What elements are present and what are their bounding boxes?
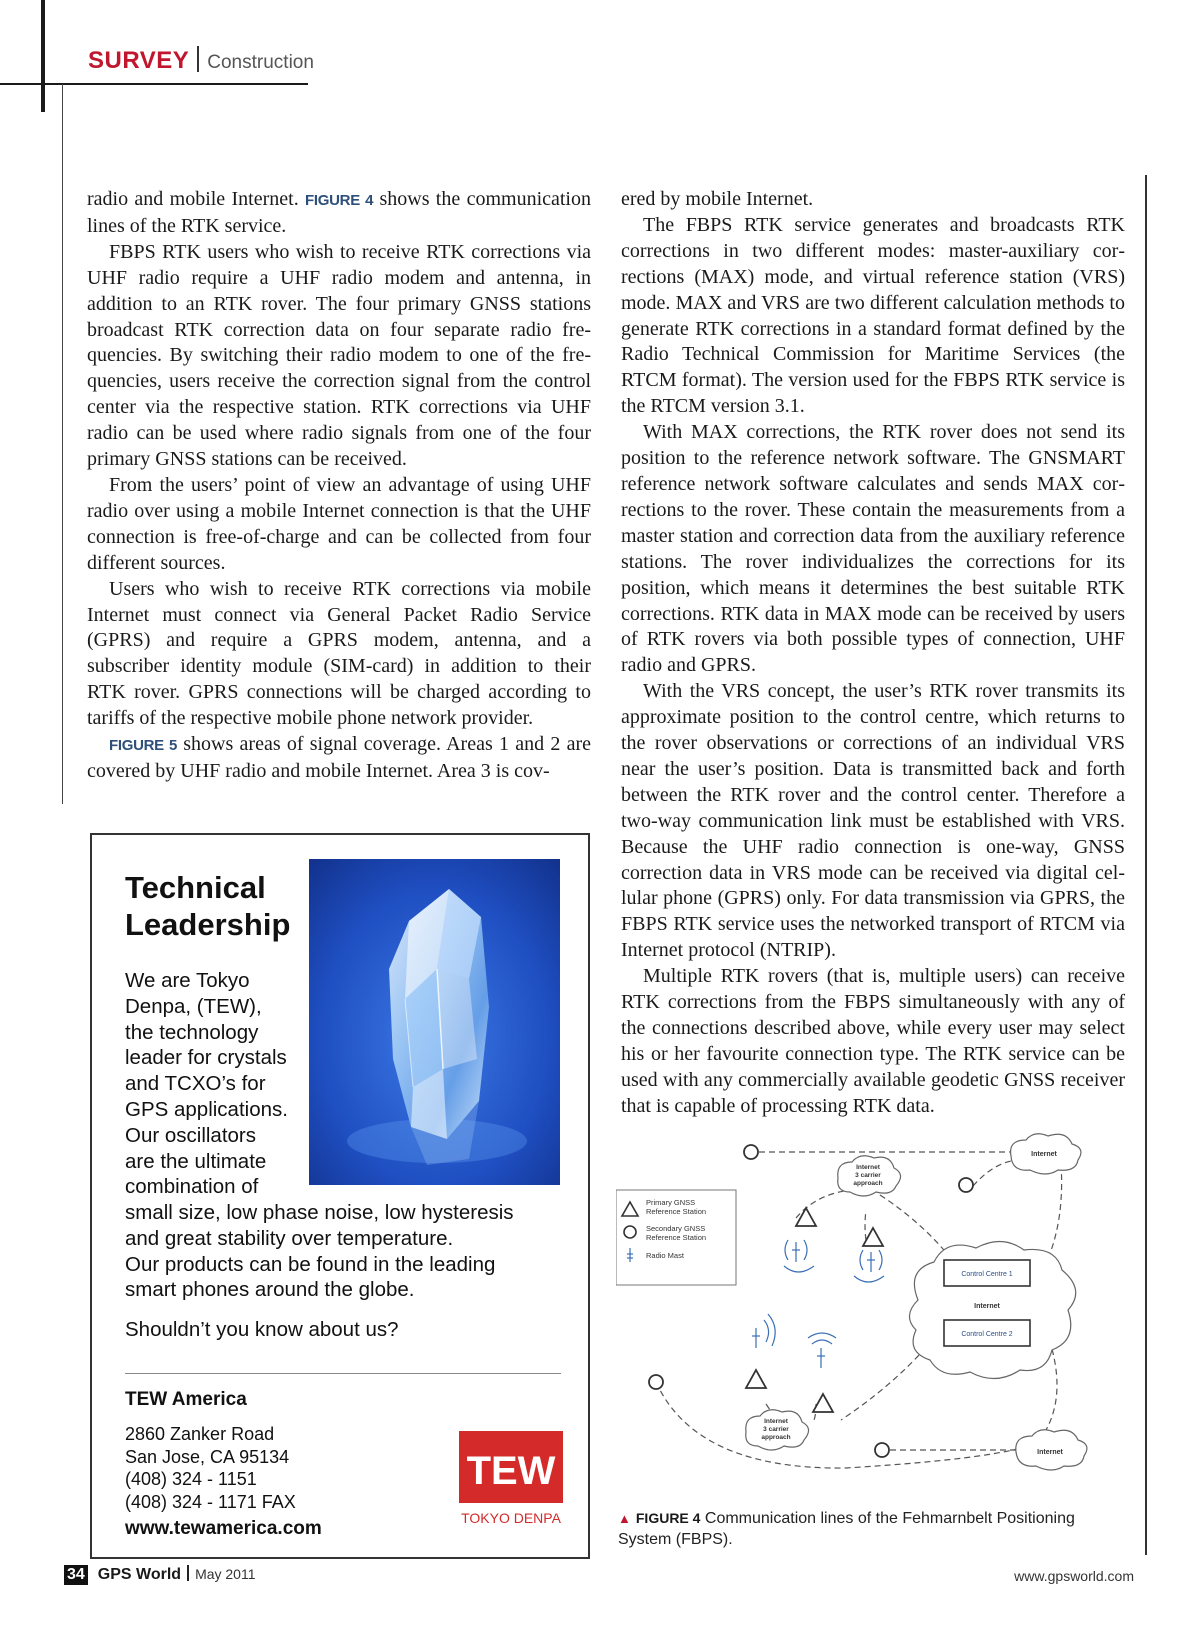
paragraph: With MAX corrections, the RTK rover does not send its position to the reference network software. The GNSMART reference network software calculates and sends MAX corrections to the rover. These contain the measurements from a master station and correction data from the auxiliary reference stations. The rover individualizes the corrections for its position, which means it determines the best suitable RTK corrections. RTK data in MAX mode can be received by users of RTK rovers via both possible types of connection, UHF radio and GPRS.: [621, 421, 1125, 677]
internet-label: Internet: [1031, 1151, 1057, 1158]
carrier-label: 3 carrier: [855, 1172, 881, 1179]
radio-mast-icon: [784, 1240, 814, 1272]
header-vertical-rule: [41, 0, 45, 112]
ad-text-line: smart phones around the globe.: [125, 1278, 415, 1302]
ad-address-line: San Jose, CA 95134: [125, 1446, 290, 1467]
primary-stations: [746, 1208, 883, 1412]
ad-address-line: (408) 324 - 1171 FAX: [125, 1491, 296, 1512]
paragraph: From the users’ point of view an advantage of using UHF radio over using a mobile Internet connection is that the UHF connection is free-of-charge and can be collected from four different sources.: [87, 473, 591, 574]
primary-station-icon: [813, 1394, 833, 1412]
ad-address: [125, 1423, 296, 1513]
text-run: shows areas of signal coverage. Areas 1 and 2 are covered by UHF radio and mobile Internet. Area 3 is cov-: [87, 733, 592, 782]
ad-website-link[interactable]: www.tewamerica.com: [125, 1518, 322, 1539]
section-title: SURVEY: [88, 47, 190, 74]
paragraph: Multiple RTK rovers (that is, multiple users) can receive RTK corrections from the FBPS simultaneously with any of the connections described above, while every user may select his or her favourite connection type. The RTK service can be used with any commercially available geodetic GNSS receiver that is capable of processing RTK data.: [621, 965, 1125, 1117]
internet-label: Internet: [974, 1303, 1000, 1310]
paragraph: The FBPS RTK service generates and broadcasts RTK corrections in two different modes: master-auxiliary corrections (MAX) mode, and virtual reference station (VRS) mode. MAX and VRS are two different calculation methods to generate RTK corrections in a standard format defined by the Radio Technical Commission for Maritime Services (the RTCM format). The version used for the FBPS RTK service is the RTCM version 3.1.: [621, 213, 1125, 418]
ad-headline-line: Leadership: [125, 907, 291, 942]
radio-masts: [752, 1240, 884, 1368]
control-centre-label: Control Centre 2: [961, 1331, 1013, 1338]
figure-4-diagram: [616, 1130, 1106, 1505]
legend-label: Radio Mast: [646, 1251, 684, 1260]
paragraph: ered by mobile Internet.: [621, 188, 814, 210]
secondary-station-icon: [959, 1178, 973, 1192]
ad-divider: [125, 1373, 561, 1374]
legend-label: Reference Station: [646, 1233, 707, 1242]
figure-4-caption: [618, 1508, 1098, 1550]
ad-text-line: Our products can be found in the leading: [125, 1252, 496, 1276]
ad-text-line: We are Tokyo: [125, 969, 250, 992]
communication-diagram: [616, 1130, 1106, 1505]
crystal-photo: [309, 859, 560, 1185]
secondary-station-icon: [624, 1226, 636, 1238]
radio-mast-icon: [808, 1333, 836, 1368]
carrier-label: Internet: [856, 1164, 880, 1171]
logo-text: TEW: [466, 1449, 556, 1493]
footer-separator: [187, 1565, 189, 1581]
legend-label: Primary GNSS: [646, 1198, 696, 1207]
legend-label: Secondary GNSS: [646, 1224, 706, 1233]
ad-text-line: small size, low phase noise, low hysteresis: [125, 1201, 514, 1224]
carrier-label: approach: [853, 1180, 883, 1187]
text-run: radio and mobile Internet.: [87, 188, 306, 210]
carrier-label: Internet: [764, 1418, 788, 1425]
ad-text-line: are the ultimate: [125, 1149, 267, 1173]
caption-triangle-icon: ▲: [618, 1511, 631, 1526]
ad-text-line: GPS applications.: [125, 1097, 288, 1121]
caption-text: Communication lines of the Fehmarnbelt Positioning System (FBPS).: [618, 1510, 1075, 1548]
text-run: shows the communication lines of the RTK service.: [87, 188, 591, 237]
right-margin-rule: [1145, 175, 1147, 1555]
control-centre-label: Control Centre 1: [961, 1271, 1013, 1278]
paragraph: With the VRS concept, the user’s RTK rover transmits its approximate position to the control centre, which returns to the rover observations or corrections of an individual VRS near the user’s position. Data is transmitted back and forth between the RTK rover and the control center. Therefore a two-way communication link must be established with VRS. Because the UHF radio connection is one-way, GNSS correction data in VRS mode can be received via digital cellular phone (GPRS) only. For data transmission via GPRS, the FBPS RTK service uses the networked transport of RTCM via Internet protocol (NTRIP).: [621, 680, 1125, 962]
ad-body-text: [125, 1200, 575, 1303]
ad-text-line: combination of: [125, 1175, 259, 1199]
figure-4-reference: FIGURE 4: [305, 192, 374, 209]
ad-text-line: Denpa, (TEW),: [125, 994, 262, 1018]
section-header: [88, 46, 314, 75]
internet-label: Internet: [1037, 1449, 1063, 1456]
crystal-image: [309, 859, 560, 1185]
ad-company-name: TEW America: [125, 1389, 247, 1410]
header-separator: [197, 46, 199, 72]
ad-text-line: and TCXO’s for: [125, 1072, 266, 1096]
tew-logo-mark: [459, 1431, 563, 1531]
paragraph: [87, 187, 591, 240]
footer-left: [64, 1565, 256, 1585]
ad-headline-line: Technical: [125, 870, 266, 905]
ad-intro-text: [125, 968, 307, 1200]
primary-station-icon: [796, 1208, 816, 1226]
tokyo-denpa-logo: [459, 1431, 563, 1531]
ad-headline: [125, 869, 290, 943]
ad-text-line: the technology: [125, 1020, 259, 1044]
secondary-station-icon: [649, 1375, 663, 1389]
ad-text-line: and great stability over temperature.: [125, 1226, 454, 1250]
tew-advertisement: [90, 833, 590, 1559]
secondary-station-icon: [875, 1443, 889, 1457]
ad-text-line: Our oscillators: [125, 1123, 257, 1147]
legend-label: Reference Station: [646, 1207, 707, 1216]
radio-mast-icon: [854, 1250, 884, 1282]
publication-name: GPS World: [97, 1566, 182, 1583]
ad-address-line: 2860 Zanker Road: [125, 1424, 275, 1444]
paragraph: [87, 732, 591, 785]
header-horizontal-rule: [0, 83, 308, 85]
page-number: 34: [64, 1565, 88, 1585]
radio-mast-icon: [752, 1314, 775, 1348]
left-margin-rule: [62, 84, 63, 804]
carrier-label: approach: [761, 1434, 791, 1441]
ad-question: Shouldn’t you know about us?: [125, 1318, 399, 1341]
paragraph: Users who wish to receive RTK corrections via mobile Internet must connect via General Packet Radio Service (GPRS) and require a GPRS modem, antenna, and a subscriber identity module (SIM-card) in addition to their RTK rover. GPRS connections will be charged according to tariffs of the respective mobile phone network provider.: [87, 577, 591, 730]
secondary-station-icon: [744, 1145, 758, 1159]
diagram-legend: [616, 1190, 736, 1285]
ad-address-line: (408) 324 - 1151: [125, 1469, 257, 1489]
figure-5-reference: FIGURE 5: [109, 737, 178, 755]
logo-subtext: TOKYO DENPA: [461, 1510, 561, 1526]
footer-website[interactable]: www.gpsworld.com: [1014, 1568, 1134, 1584]
section-subtitle: Construction: [207, 52, 314, 73]
paragraph: FBPS RTK users who wish to receive RTK corrections via UHF radio require a UHF radio modem and antenna, in addition to an RTK rover. The four primary GNSS stations broadcast RTK correction data on four separate radio frequencies. By switching their radio modem to one of the frequencies, users receive the correction signal from the control center via the respective station. RTK corrections via UHF radio can be used where radio signals from one of the four primary GNSS stations can be received.: [87, 240, 591, 471]
caption-label: FIGURE 4: [635, 1510, 701, 1526]
ad-text-line: leader for crystals: [125, 1046, 287, 1070]
primary-station-icon: [746, 1370, 766, 1388]
left-column: [87, 187, 591, 785]
right-column: [621, 187, 1125, 1120]
issue-date: May 2011: [195, 1566, 256, 1582]
carrier-label: 3 carrier: [763, 1426, 789, 1433]
